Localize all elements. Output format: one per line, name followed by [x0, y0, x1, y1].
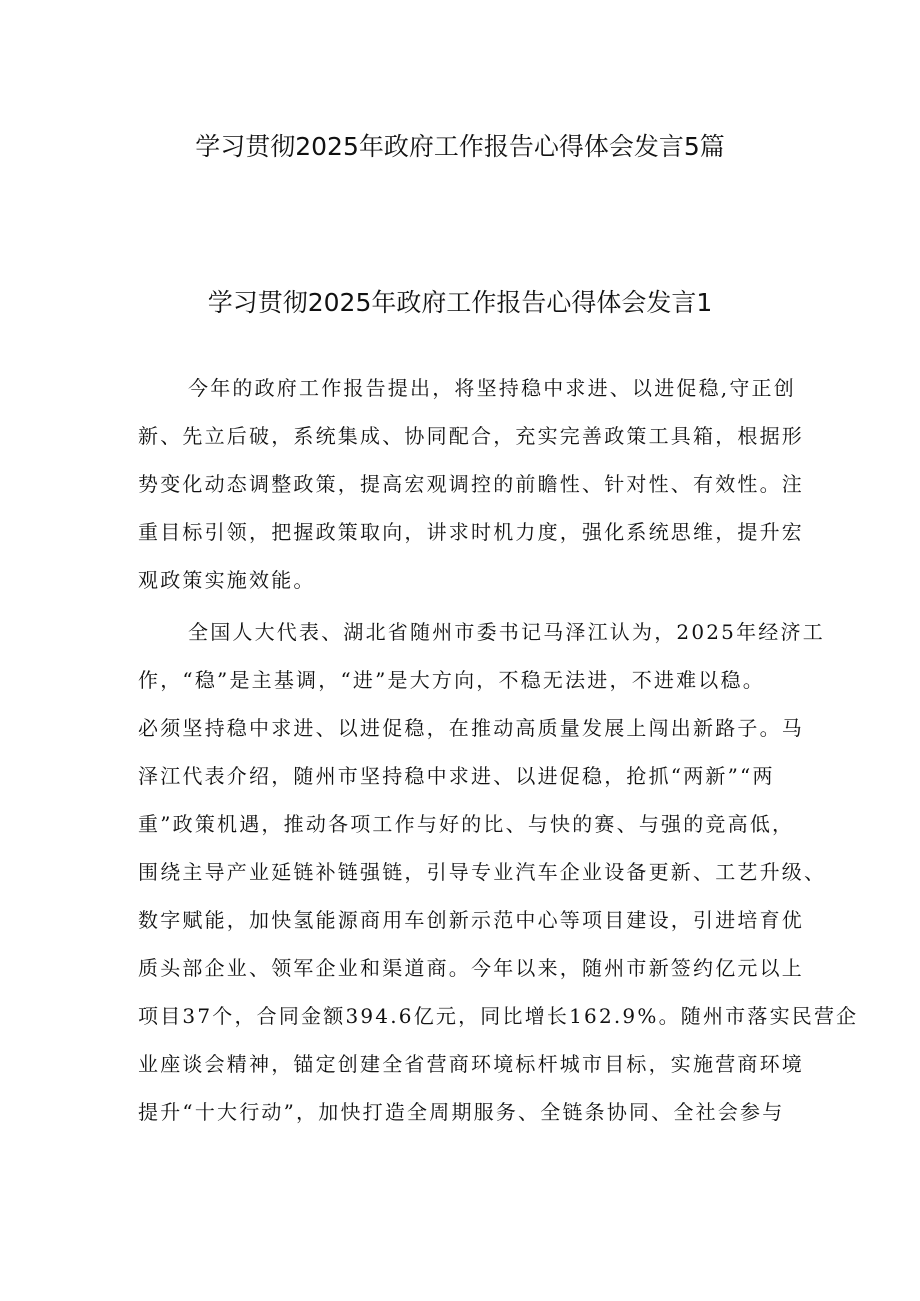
document-main-title: 学习贯彻2025年政府工作报告心得体会发言5篇 — [195, 132, 725, 161]
paragraph-line: 业座谈会精神，锚定创建全省营商环境标杆城市目标，实施营商环境 — [138, 1052, 804, 1076]
paragraph-line: 重”政策机遇，推动各项工作与好的比、与快的赛、与强的竞高低， — [138, 812, 795, 836]
paragraph-line: 项目37个，合同金额394.6亿元，同比增长162.9%。随州市落实民营企 — [138, 1004, 859, 1028]
section-title: 学习贯彻2025年政府工作报告心得体会发言1 — [207, 288, 713, 317]
paragraph-line: 全国人大代表、湖北省随州市委书记马泽江认为，2025年经济工 — [188, 620, 825, 644]
paragraph-line: 今年的政府工作报告提出，将坚持稳中求进、以进促稳,守正创 — [188, 376, 796, 400]
paragraph-line: 作，“稳”是主基调，“进”是大方向，不稳无法进，不进难以稳。 — [138, 668, 765, 692]
paragraph-line: 势变化动态调整政策，提高宏观调控的前瞻性、针对性、有效性。注 — [138, 472, 804, 496]
paragraph-line: 泽江代表介绍，随州市坚持稳中求进、以进促稳，抢抓“两新”“两 — [138, 764, 775, 788]
paragraph-line: 数字赋能，加快氢能源商用车创新示范中心等项目建设，引进培育优 — [138, 908, 804, 932]
paragraph-line: 质头部企业、领军企业和渠道商。今年以来，随州市新签约亿元以上 — [138, 956, 804, 980]
paragraph-line: 提升“十大行动”，加快打造全周期服务、全链条协同、全社会参与 — [138, 1100, 785, 1124]
paragraph-line: 围绕主导产业延链补链强链，引导专业汽车企业设备更新、工艺升级、 — [138, 860, 827, 884]
paragraph-line: 重目标引领，把握政策取向，讲求时机力度，强化系统思维，提升宏 — [138, 520, 804, 544]
paragraph-line: 必须坚持稳中求进、以进促稳，在推动高质量发展上闯出新路子。马 — [138, 716, 804, 740]
paragraph-line: 观政策实施效能。 — [138, 568, 316, 592]
paragraph-line: 新、先立后破，系统集成、协同配合，充实完善政策工具箱，根据形 — [138, 424, 804, 448]
paragraph-1 — [138, 364, 804, 604]
paragraph-2 — [138, 608, 859, 1136]
